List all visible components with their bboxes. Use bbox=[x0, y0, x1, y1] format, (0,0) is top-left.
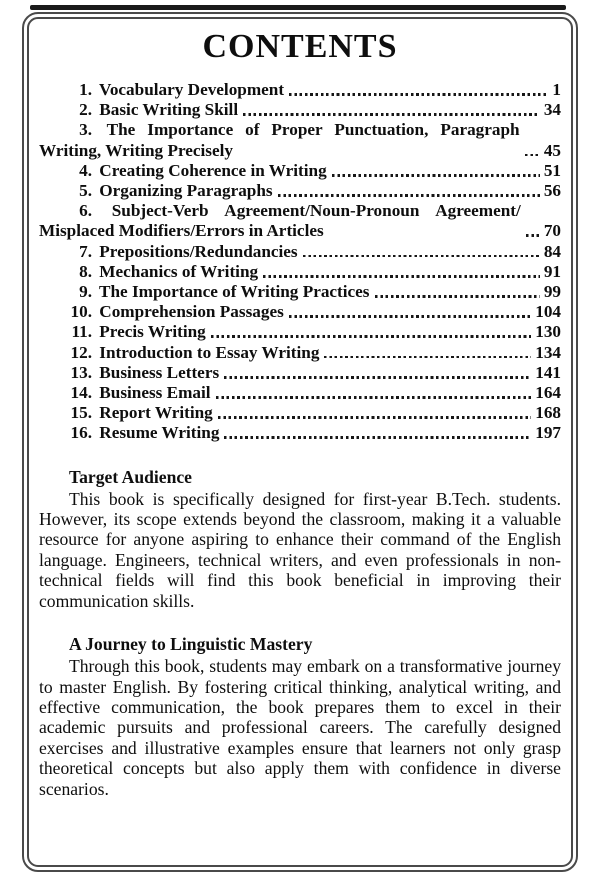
toc-entry-number: 3. bbox=[79, 120, 92, 140]
toc-entry-text: Prepositions/​Redundancies bbox=[99, 241, 298, 261]
toc-entry-number: 2. bbox=[79, 100, 92, 120]
toc-entry-title bbox=[39, 322, 206, 342]
toc-entry-number: 5. bbox=[79, 181, 92, 201]
toc-entry-title bbox=[39, 383, 211, 403]
toc-entry-page: 197 bbox=[535, 423, 561, 443]
toc-entry bbox=[39, 302, 561, 322]
toc-entry-page: 70 bbox=[543, 221, 561, 241]
toc-entry-title bbox=[39, 262, 258, 282]
toc-entry-page: 130 bbox=[535, 322, 561, 342]
toc-entry-text: The Importance of Writing Practices bbox=[99, 282, 370, 302]
toc-entry bbox=[39, 423, 561, 443]
toc-entry-text: Report Writing bbox=[99, 403, 213, 423]
dotted-leader bbox=[289, 315, 531, 318]
toc-entry-title bbox=[39, 423, 219, 443]
section-heading: A Journey to Linguistic Mastery bbox=[69, 634, 313, 655]
toc-entry-number: 6. bbox=[79, 201, 92, 221]
dotted-leader bbox=[332, 174, 540, 177]
toc-entry-page: 84 bbox=[543, 241, 561, 261]
toc-entry-text: The Importance of Proper Punctuation, Paragraph Writing, Writing Precisely bbox=[39, 120, 520, 160]
dotted-leader bbox=[324, 356, 531, 359]
toc-entry-title bbox=[39, 80, 284, 100]
toc-entry-text: Vocabulary Development bbox=[99, 80, 285, 99]
toc-entry-number: 11. bbox=[71, 322, 92, 342]
dotted-leader bbox=[263, 275, 540, 278]
toc-entry bbox=[39, 161, 561, 181]
toc-entry-number: 16. bbox=[70, 423, 92, 443]
toc-entry-text: Comprehension Passages bbox=[99, 302, 284, 322]
toc-entry-number: 12. bbox=[70, 342, 92, 362]
toc-entry-page: 51 bbox=[543, 160, 561, 180]
dotted-leader bbox=[289, 93, 548, 96]
dotted-leader bbox=[224, 376, 531, 379]
toc-entry-text: Basic Writing Skill bbox=[99, 100, 239, 120]
top-rule bbox=[30, 5, 566, 10]
dotted-leader bbox=[216, 396, 532, 399]
toc-entry-text: Mechanics of Writing bbox=[99, 261, 259, 281]
toc-entry-text: Resume Writing bbox=[99, 423, 220, 443]
toc-entry-page: 168 bbox=[535, 403, 561, 423]
dotted-leader bbox=[525, 154, 540, 157]
toc-entry-number: 1. bbox=[79, 80, 92, 99]
toc-entry bbox=[39, 363, 561, 383]
toc-entry bbox=[39, 282, 561, 302]
dotted-leader bbox=[224, 436, 531, 439]
section-journey-to-linguistic-mastery bbox=[39, 634, 561, 799]
toc-entry bbox=[39, 80, 561, 100]
dotted-leader bbox=[303, 255, 540, 258]
toc-entry-page: 56 bbox=[543, 181, 561, 201]
toc-entry-number: 14. bbox=[70, 383, 92, 403]
toc-entry bbox=[39, 383, 561, 403]
dotted-leader bbox=[211, 335, 531, 338]
toc-entry-text: Subject-Verb Agreement/​Noun-Pronoun Agreement/​Misplaced Modifiers/​Errors in Articles bbox=[39, 201, 521, 241]
toc-entry-number: 15. bbox=[70, 403, 92, 423]
toc-entry-title bbox=[39, 282, 370, 302]
dotted-leader bbox=[278, 194, 540, 197]
toc-entry-text: Business Letters bbox=[99, 362, 220, 382]
section-body-text: This book is specifically designed for first-year B.Tech. students. However, its scope extends beyond the classroom, making it a valuable resource for anyone aspiring to enhance their command of the English language. Engineers, technical writers, and even professionals in non-technical fields will find this book beneficial in improving their communication skills. bbox=[39, 488, 561, 611]
toc-entry bbox=[39, 100, 561, 120]
toc-entry bbox=[39, 242, 561, 262]
toc-entry-number: 9. bbox=[79, 282, 92, 302]
toc-entry-page: 99 bbox=[543, 282, 561, 302]
toc-entry bbox=[39, 343, 561, 363]
toc-entry-text: Creating Coherence in Writing bbox=[99, 160, 327, 180]
toc-entry bbox=[39, 201, 561, 241]
toc-entry-title bbox=[39, 343, 319, 363]
toc-entry-text: Introduction to Essay Writing bbox=[99, 342, 320, 362]
toc-entry-title bbox=[39, 302, 284, 322]
toc-entry-page: 164 bbox=[535, 383, 561, 403]
toc-entry-title bbox=[39, 201, 521, 241]
toc-entry-number: 10. bbox=[70, 302, 92, 322]
toc-entry-page: 134 bbox=[535, 342, 561, 362]
dotted-leader bbox=[243, 113, 540, 116]
toc-entry-title bbox=[39, 363, 219, 383]
toc-entry-text: Organizing Paragraphs bbox=[99, 181, 273, 201]
toc-entry-title bbox=[39, 181, 273, 201]
toc-entry-title bbox=[39, 120, 520, 160]
toc-entry bbox=[39, 181, 561, 201]
toc-entry-number: 8. bbox=[79, 261, 92, 281]
table-of-contents bbox=[39, 80, 561, 444]
toc-entry-page: 1 bbox=[552, 80, 561, 99]
toc-entry-text: Precis Writing bbox=[99, 322, 206, 342]
toc-entry bbox=[39, 120, 561, 160]
toc-entry-page: 141 bbox=[535, 362, 561, 382]
toc-entry-title bbox=[39, 100, 238, 120]
dotted-leader bbox=[375, 295, 540, 298]
toc-entry-number: 13. bbox=[70, 362, 92, 382]
toc-entry-page: 91 bbox=[543, 261, 561, 281]
toc-entry-title bbox=[39, 161, 327, 181]
section-target-audience bbox=[39, 467, 561, 611]
toc-entry bbox=[39, 262, 561, 282]
section-heading: Target Audience bbox=[69, 466, 192, 487]
toc-entry-title bbox=[39, 403, 213, 423]
page-title: CONTENTS bbox=[202, 28, 398, 65]
toc-entry-page: 104 bbox=[535, 302, 561, 322]
page-frame-outer bbox=[22, 12, 578, 872]
section-body-text: Through this book, students may embark on a transformative journey to master English. By fostering critical thinking, analytical writing, and effective communication, the book prepares them to excel in their academic pursuits and professional careers. The carefully designed exercises and illustrative examples ensure that learners not only grasp theoretical concepts but also apply them with confidence in diverse scenarios. bbox=[39, 656, 561, 799]
page-frame-inner bbox=[27, 17, 573, 867]
dotted-leader bbox=[526, 234, 540, 237]
toc-entry-page: 45 bbox=[543, 140, 561, 160]
toc-entry-page: 34 bbox=[543, 100, 561, 120]
toc-entry-text: Business Email bbox=[99, 383, 211, 403]
toc-entry bbox=[39, 403, 561, 423]
dotted-leader bbox=[218, 416, 531, 419]
toc-entry bbox=[39, 322, 561, 342]
toc-entry-number: 4. bbox=[79, 160, 92, 180]
toc-entry-number: 7. bbox=[79, 241, 92, 261]
toc-entry-title bbox=[39, 242, 298, 262]
